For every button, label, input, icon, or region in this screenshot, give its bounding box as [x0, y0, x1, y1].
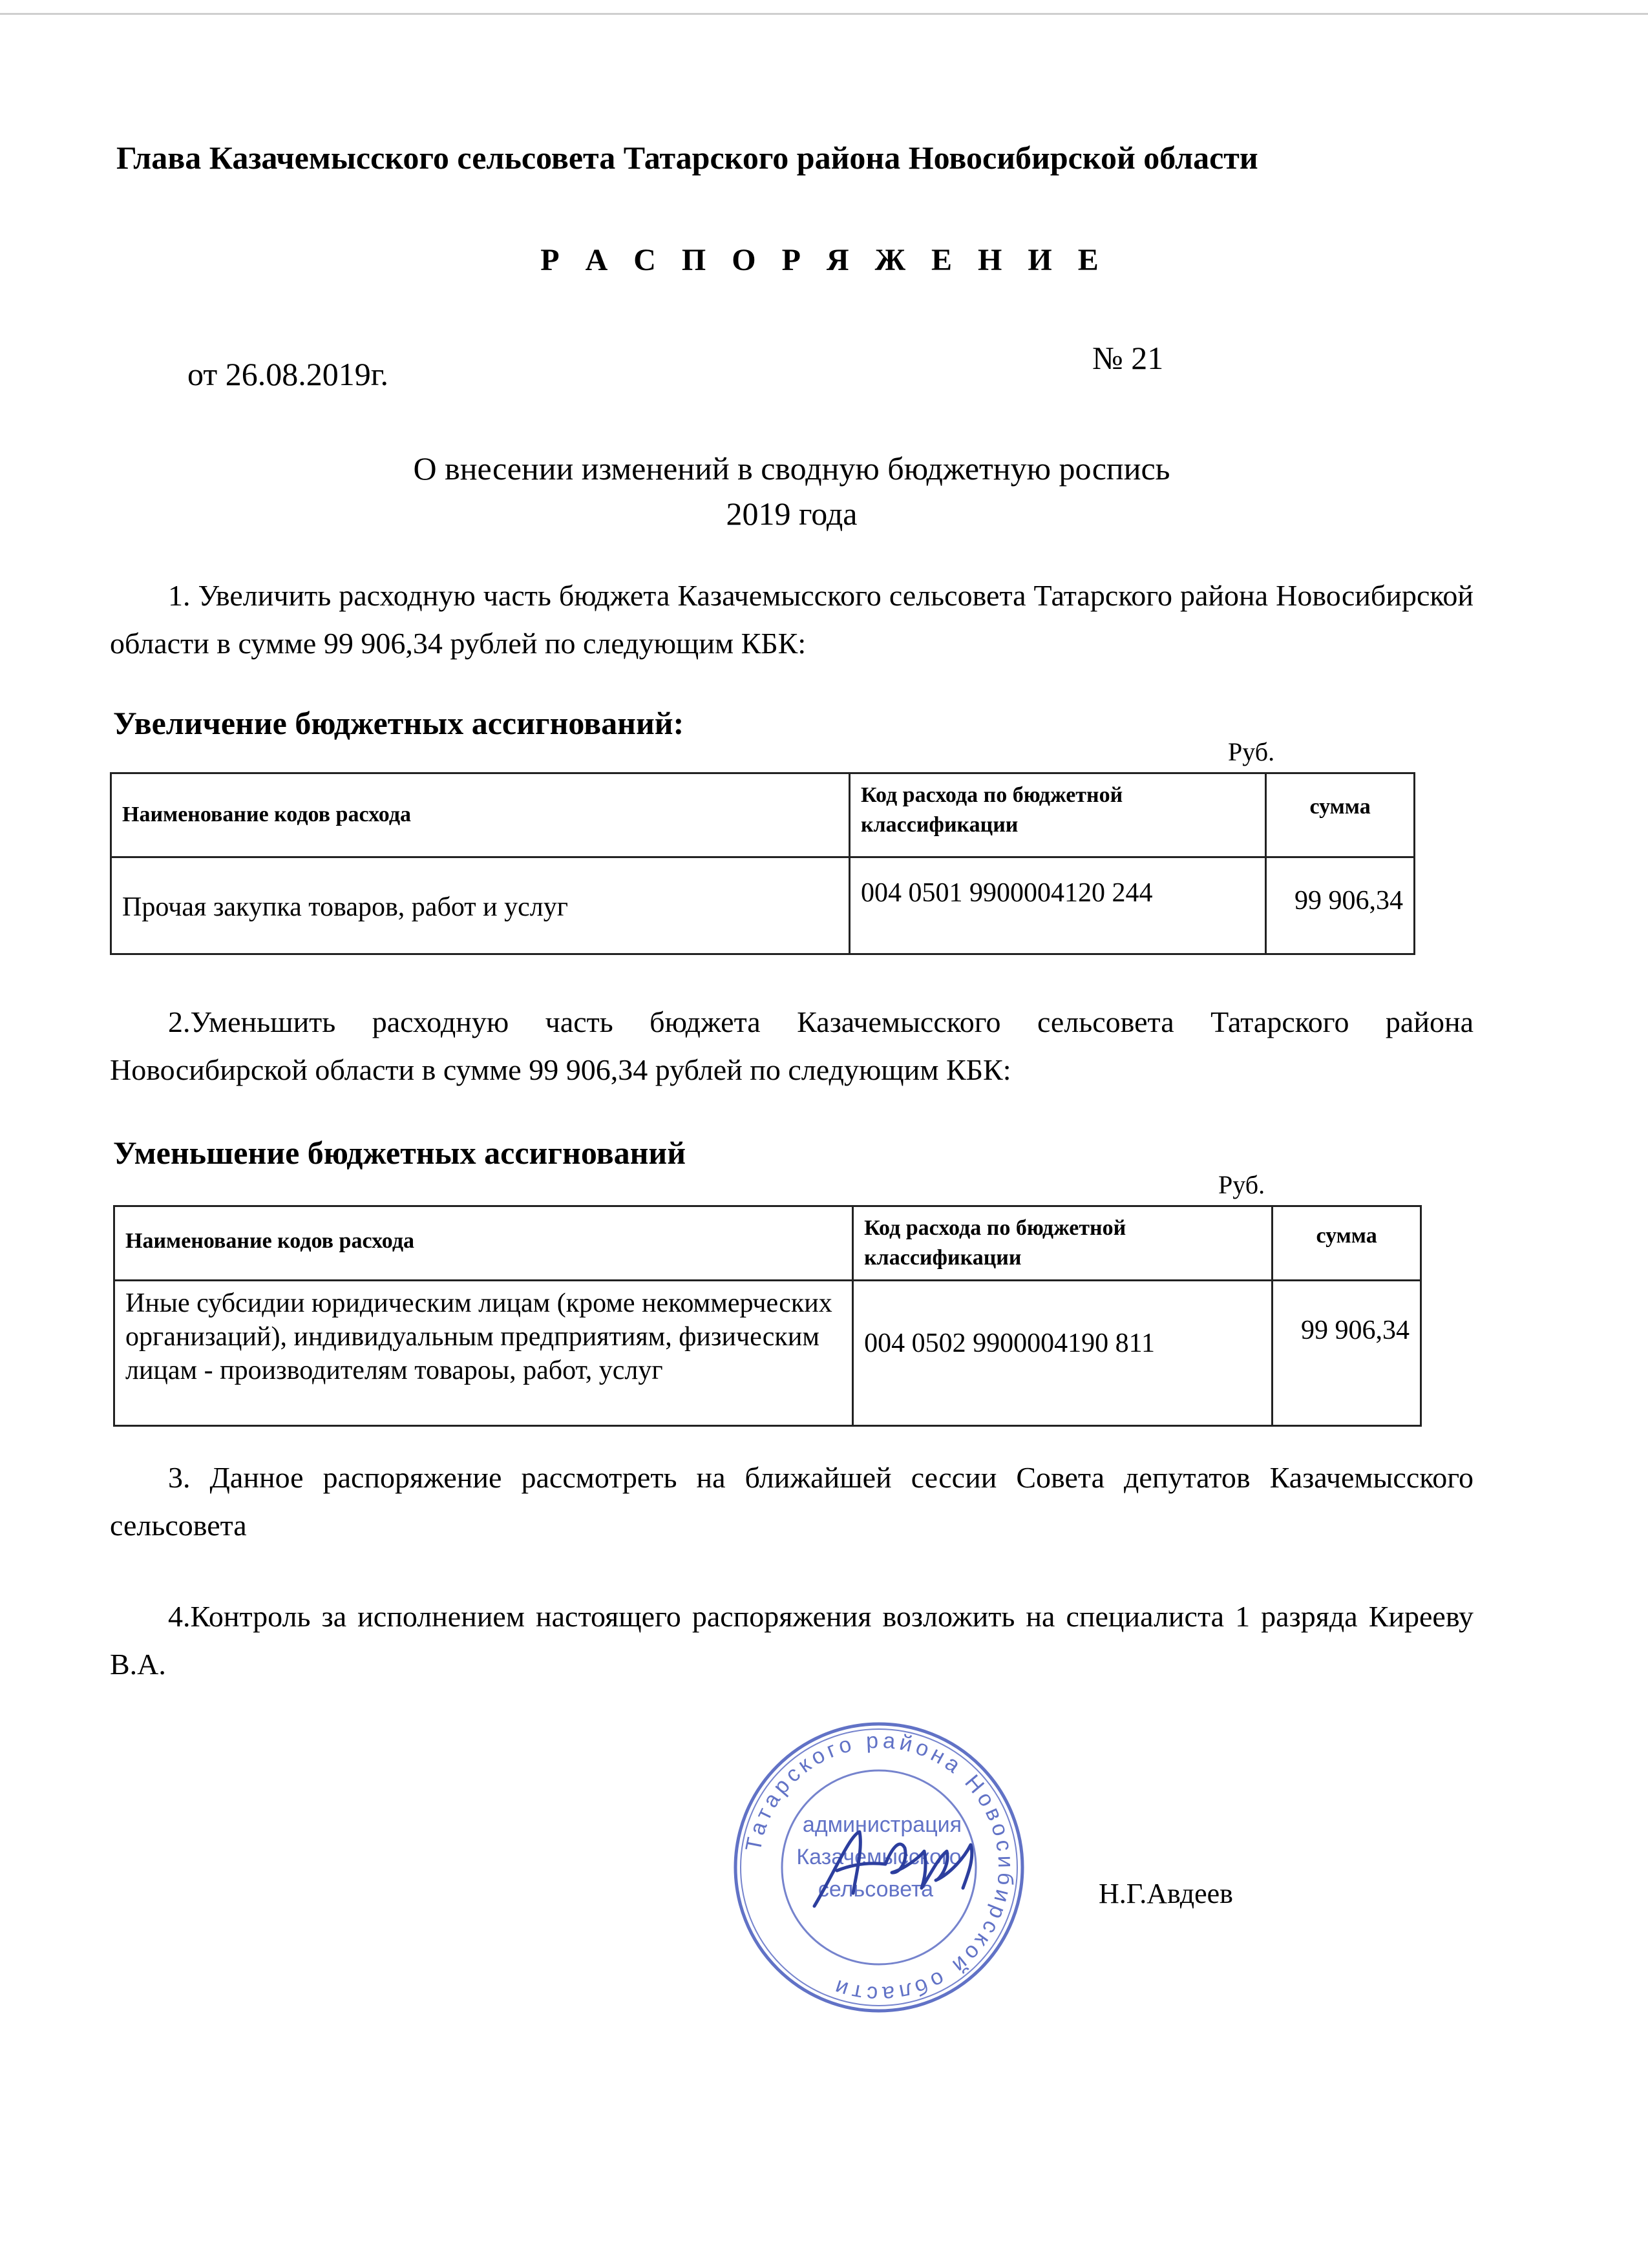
row-amount-cell: 99 906,34 [1266, 857, 1415, 954]
paragraph-4: 4.Контроль за исполнением настоящего распоряжения возложить на специалиста 1 разряда Кирееву В.А. [110, 1600, 1474, 1681]
stamp-inner-line-2: Казачемысского [796, 1845, 962, 1869]
row-amount-cell: 99 906,34 [1273, 1281, 1421, 1426]
header-cell-name: Наименование кодов расхода [111, 773, 850, 857]
row-code-cell: 004 0501 9900004120 244 [850, 857, 1266, 954]
header-cell-amount: сумма [1266, 773, 1415, 857]
table-header-row [111, 773, 1415, 857]
organization-title: Глава Казачемысского сельсовета Татарского района Новосибирской области [116, 140, 1258, 176]
signer-name: Н.Г.Авдеев [1099, 1878, 1233, 1909]
document-type: Р А С П О Р Я Ж Е Н И Е [540, 243, 1108, 277]
subject-line-2: 2019 года [726, 496, 858, 532]
paragraph-1: 1. Увеличить расходную часть бюджета Казачемысского сельсовета Татарского района Новосибирской области в сумме 99 906,34 рублей по следующим КБК: [110, 579, 1474, 660]
row-name-cell: Прочая закупка товаров, работ и услуг [111, 857, 850, 954]
increase-table [110, 772, 1415, 955]
row-code-cell: 004 0502 9900004190 811 [853, 1281, 1273, 1426]
document-number: № 21 [1092, 340, 1164, 376]
header-cell-name: Наименование кодов расхода [114, 1206, 853, 1281]
stamp-inner-line-3: сельсовета [818, 1877, 934, 1902]
paragraph-2: 2.Уменьшить расходную часть бюджета Казачемысского сельсовета Татарского района Новосибирской области в сумме 99 906,34 рублей по следующим КБК: [110, 1005, 1474, 1086]
document-subject [0, 446, 1583, 536]
table-row [111, 857, 1415, 954]
table-row [114, 1281, 1421, 1426]
header-cell-code: Код расхода по бюджетной классификации [850, 773, 1266, 857]
header-cell-code: Код расхода по бюджетной классификации [853, 1206, 1273, 1281]
header-cell-amount: сумма [1273, 1206, 1421, 1281]
stamp-graphic [730, 1719, 1028, 2016]
paragraph-3: 3. Данное распоряжение рассмотреть на ближайшей сессии Совета депутатов Казачемысского сельсовета [110, 1461, 1474, 1542]
decrease-table [113, 1205, 1422, 1427]
decrease-unit-label: Руб. [1218, 1170, 1265, 1199]
increase-section-title: Увеличение бюджетных ассигнований: [113, 705, 684, 741]
scan-edge-line [0, 13, 1648, 15]
increase-unit-label: Руб. [1228, 737, 1275, 766]
subject-line-1: О внесении изменений в сводную бюджетную роспись [413, 450, 1170, 487]
row-name-cell: Иные субсидии юридическим лицам (кроме некоммерческих организаций), индивидуальным предприятиям, физическим лицам - производителям товароы, работ, услуг [114, 1281, 853, 1426]
official-stamp [730, 1719, 1028, 2016]
table-header-row [114, 1206, 1421, 1281]
stamp-outer-text: Татарского района Новосибирской области [741, 1728, 1019, 2007]
stamp-inner-line-1: администрация [802, 1812, 962, 1837]
decrease-section-title: Уменьшение бюджетных ассигнований [113, 1135, 686, 1171]
document-date: от 26.08.2019г. [187, 356, 389, 392]
